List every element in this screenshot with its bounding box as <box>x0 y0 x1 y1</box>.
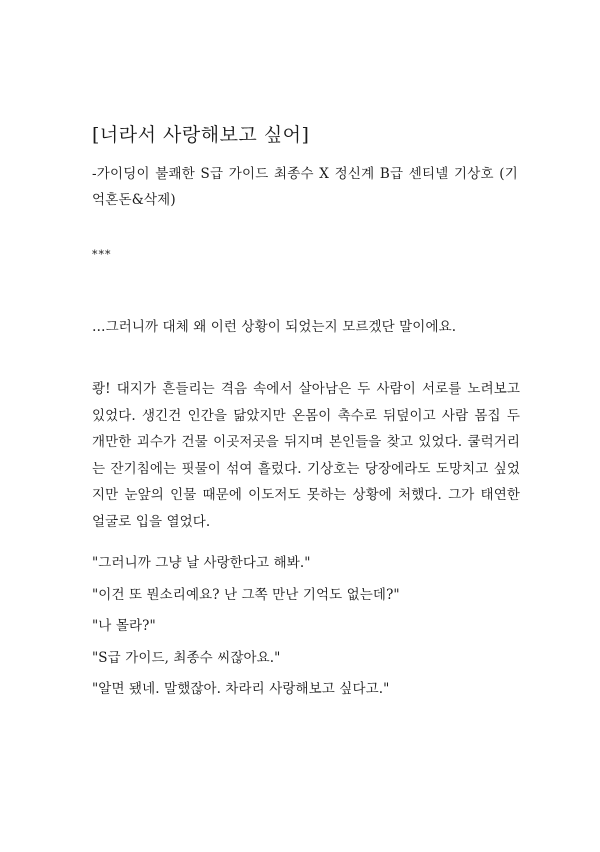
dialogue-line: "이건 또 뭔소리예요? 난 그쪽 만난 기억도 없는데?" <box>92 586 400 603</box>
dialogue-block <box>92 548 522 706</box>
body-paragraph: 쾅! 대지가 흔들리는 격음 속에서 살아남은 두 사람이 서로를 노려보고 있었다. 생긴건 인간을 닮았지만 온몸이 촉수로 뒤덮이고 사람 몸집 두 개만한 괴수가 건물 이곳저곳을 뒤지며 본인들을 찾고 있었다. 쿨럭거리는 잔기침에는 핏물이 섞여 흘렀다. 기상호는 당장에라도 도망치고 싶었지만 눈앞의 인물 때문에 이도저도 못하는 상황에 처했다. 그가 태연한 얼굴로 입을 열었다. <box>92 381 520 530</box>
section-divider: *** <box>92 248 112 261</box>
document-subtitle: -가이딩이 불쾌한 S급 가이드 최종수 X 정신계 B급 센티넬 기상호 (기억혼돈&삭제) <box>92 166 518 208</box>
dialogue-line: "나 몰라?" <box>92 618 156 634</box>
dialogue-line: "그러니까 그냥 날 사랑한다고 해봐." <box>92 555 311 571</box>
dialogue-line: "알면 됐네. 말했잖아. 차라리 사랑해보고 싶다고." <box>92 681 390 697</box>
dialogue-line: "S급 가이드, 최종수 씨잖아요." <box>92 649 281 666</box>
document-title: [너라서 사랑해보고 싶어] <box>92 124 310 146</box>
lead-sentence: …그러니까 대체 왜 이런 상황이 되었는지 모르겠단 말이에요. <box>92 319 457 335</box>
